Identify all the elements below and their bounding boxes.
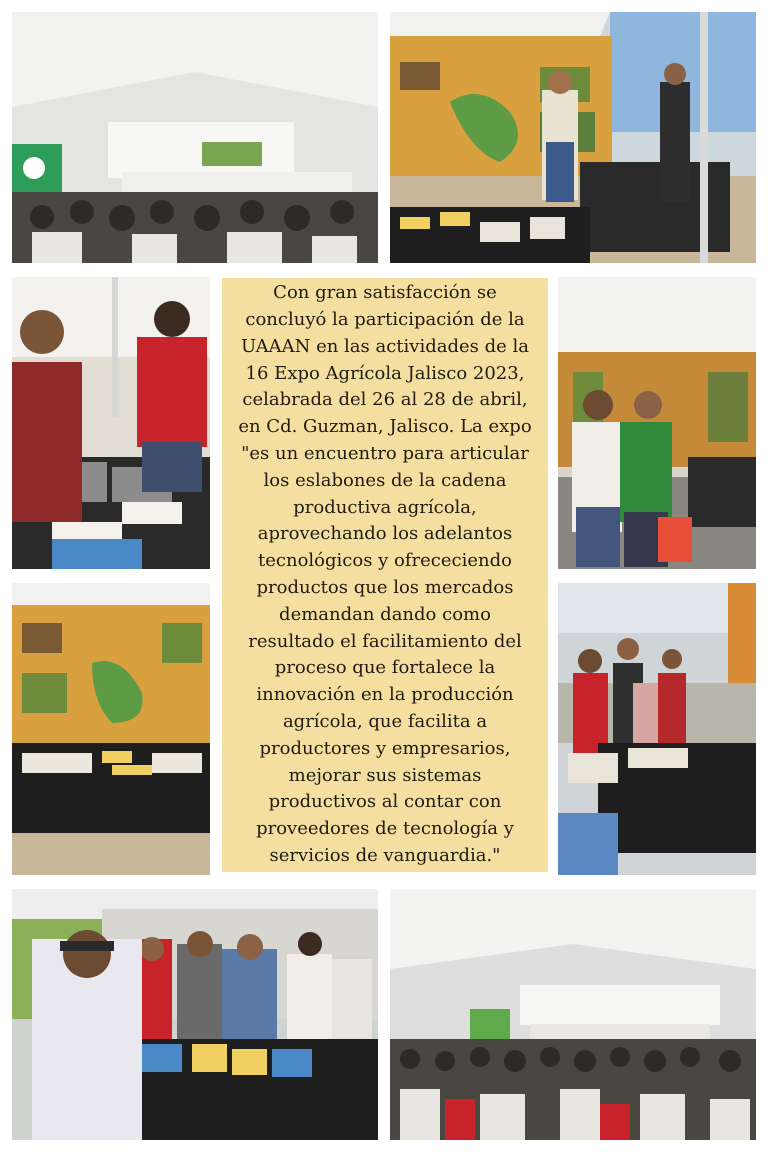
photo-audience-tent xyxy=(390,889,756,1140)
visitors-photo-icon xyxy=(12,889,378,1140)
photo-booth-display xyxy=(12,583,210,875)
portrait-photo-icon xyxy=(558,277,756,569)
booth-photo-icon xyxy=(12,583,210,875)
visitors-photo-icon xyxy=(12,277,210,569)
caption-panel xyxy=(222,278,548,872)
photo-visitors-booth-table xyxy=(558,583,756,875)
audience-photo-icon xyxy=(12,12,378,263)
audience-photo-icon xyxy=(390,889,756,1140)
photo-conference-stage xyxy=(12,12,378,263)
caption-text: Con gran satisfacción se concluyó la participación de la UAAAN en las actividades de la 16 Expo Agrícola Jalisco 2023, celabrada del 26 al 28 de abril, en Cd. Guzman, Jalisco. La expo "es un encuentro para articular los eslabones de la cadena productiva agrícola, aprovechando los adelantos tecnológicos y ofrececiendo productos que los mercados demandan dando como resultado el facilitamiento del proceso que fortalece la innovación en la producción agrícola, que facilita a productores y empresarios, mejorar sus sistemas productivos al contar con proveedores de tecnología y servicios de vanguardia." xyxy=(238,282,532,866)
photo-man-and-visitors xyxy=(12,889,378,1140)
photo-two-people-booth xyxy=(558,277,756,569)
booth-photo-icon xyxy=(390,12,756,263)
visitors-photo-icon xyxy=(558,583,756,875)
photo-booth-banner-man xyxy=(390,12,756,263)
photo-visitor-table xyxy=(12,277,210,569)
